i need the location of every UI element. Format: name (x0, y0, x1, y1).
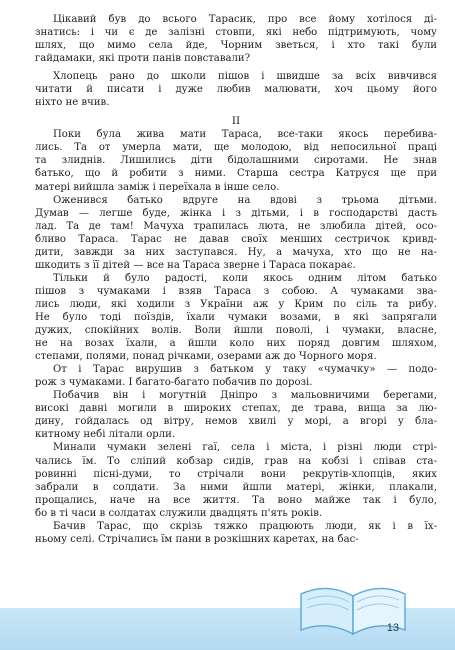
text-line: читати й писати і дуже любив малювати, хоч цьому його (35, 84, 437, 96)
text-line: батько, що й робити з ними. Старша сестра Катруся ще при (35, 168, 437, 180)
page-number: 13 (386, 622, 399, 634)
page-text (35, 13, 437, 546)
text-line: бливо Тараса. Тарас не давав своїх менших сестричок кривд- (35, 233, 437, 245)
text-line: забрали в солдати. За ними йшли матері, жінки, плакали, (35, 481, 437, 493)
text-line: бо в ті часи в солдатах служили двадцять п'ять років. (35, 507, 323, 519)
text-line: Побачив він і могутній Дніпро з мальовничими берегами, (53, 390, 437, 402)
text-line: дужих, спокійних волів. Воли йшли поволі, і чумаки, власне, (35, 325, 437, 337)
text-line: гайдамаки, які проти панів повставали? (35, 53, 251, 65)
text-line: ровинні пісні-думи, то стрічали вони рекрутів-хлопців, яких (35, 468, 437, 480)
text-line: Бачив Тарас, що скрізь тяжко працюють люди, як і в їх- (53, 520, 437, 532)
text-line: Минали чумаки зелені гаї, села і міста, і різні люди стрі- (53, 442, 437, 454)
text-line: Думав — легше буде, жінка і з дітьми, і в господарстві дасть (35, 207, 437, 219)
text-block-top (35, 13, 437, 114)
text-block-bottom (35, 128, 437, 546)
text-line: Поки була жива мати Тараса, все-таки якось перебива- (53, 129, 437, 141)
text-line: лад. Та де там! Мачуха трапилась люта, не злюбила дітей, осо- (35, 220, 437, 232)
text-line: дину, гойдалась од вітру, немов хвилі у морі, а вгорі у бла- (35, 416, 437, 428)
text-line: лись. Та от умерла мати, ще молодою, від непосильної праці (35, 142, 437, 154)
text-line: ніхто не вчив. (35, 97, 110, 109)
text-line: Не було тоді поїздів, їхали чумаки возами, в які запрягали (35, 311, 437, 323)
text-line: Цікавий був до всього Тарасик, про все йому хотілося ді- (53, 14, 437, 25)
text-line: рож з чумаками. І багато-багато побачив по дорозі. (35, 377, 313, 389)
text-line: чались їм. То сліпий кобзар сидів, грав на кобзі і співав ста- (35, 455, 437, 467)
text-line: пішов з чумаками і взяв Тараса з собою. А чумаками зва- (35, 285, 437, 297)
chapter-heading: II (231, 115, 241, 128)
text-line: високі давні могили в широких степах, де трава, вища за лю- (35, 403, 437, 415)
text-line: шкодить з її дітей — все на Тараса зверне і Тараса покарає. (35, 259, 356, 271)
text-line: Хлопець рано до школи пішов і швидше за всіх вивчився (53, 71, 437, 83)
text-line: дити, завжди за них заступався. Ну, а мачуха, хто що не на- (35, 246, 437, 258)
text-line: степами, полями, понад річками, озерами аж до Чорного моря. (35, 351, 377, 363)
text-line: Тільки й було радості, коли якось одним літом батько (53, 272, 437, 284)
text-line: шлях, що мимо села йде, Чорним зветься, і хто такі були (35, 40, 437, 52)
text-line: знатись: і чи є де залізні стовпи, які небо підтримують, чому (35, 27, 437, 39)
text-line: ньому селі. Стрічались їм пани в розкішних каретах, на бас- (35, 533, 359, 545)
text-line: матері вийшла заміж і переїхала в інше село. (35, 181, 280, 193)
text-line: та злиднів. Лишились діти бідолашними сиротами. Не знав (35, 155, 437, 167)
text-line: Оженився батько вдруге на вдові з трьома дітьми. (53, 194, 437, 206)
text-line: От і Тарас вирушив з батьком у таку «чумачку» — подо- (53, 364, 437, 376)
text-line: прощались, наче на все життя. Та воно майже так і було, (35, 494, 437, 506)
text-line: лись люди, які ходили з України аж у Крим по сіль та рибу. (35, 298, 437, 310)
text-line: не на возах їхали, а йшли коло них поряд довгим шляхом, (35, 338, 437, 350)
text-line: китному небі літали орли. (35, 429, 176, 441)
